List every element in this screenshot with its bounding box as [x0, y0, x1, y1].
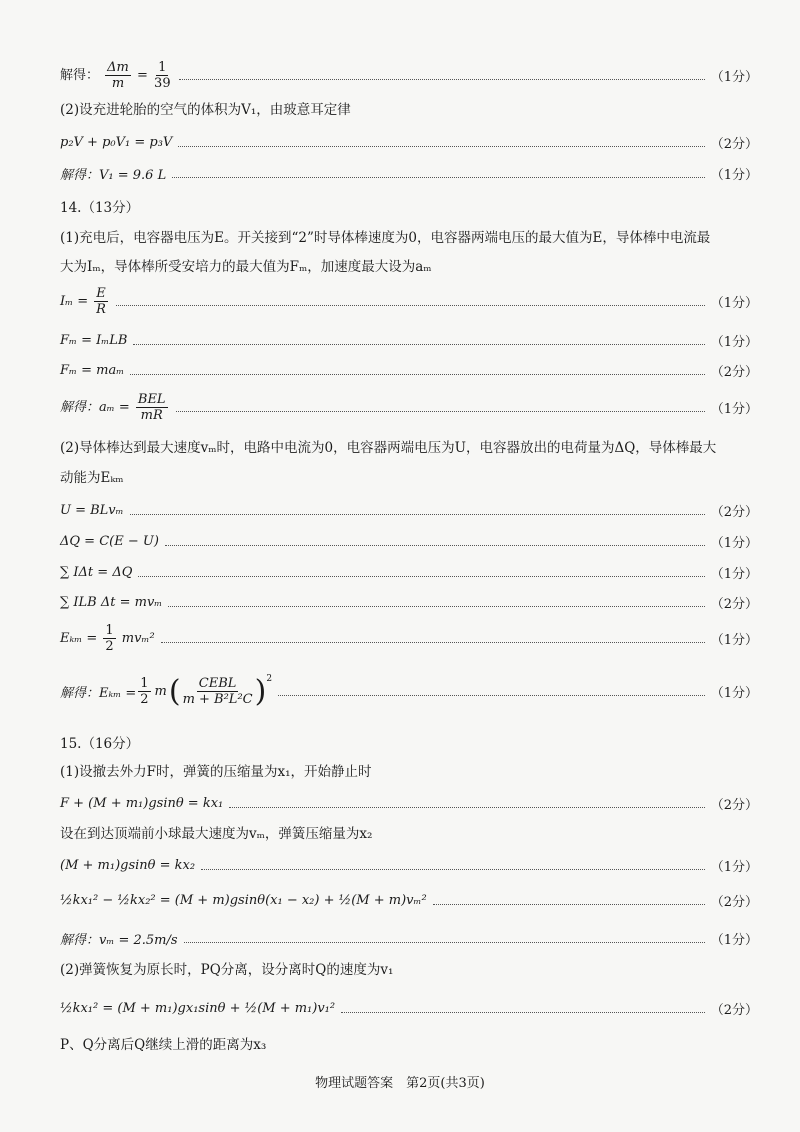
- score: （2分）: [710, 596, 758, 612]
- answer-line: 解得：aₘ = $\frac{\text{BEL}}{mR}$ （1分）: [60, 391, 758, 423]
- close-paren: ): [254, 673, 267, 709]
- score: （1分）: [710, 535, 758, 551]
- leader-dots: [161, 642, 705, 643]
- text-line: (1)充电后，电容器电压为E。开关接到“2”时导体棒速度为0，电容器两端电压的最大值为E，导体棒中电流最: [60, 230, 711, 246]
- leader-dots: [172, 177, 705, 178]
- equation-line: Fₘ = IₘLB （1分）: [60, 332, 758, 350]
- equation-line: (M + m₁)gsinθ = kx₂ （1分）: [60, 857, 758, 875]
- equation-line: Iₘ = $\frac{E}{R}$ （1分）: [60, 285, 758, 317]
- fraction: $\frac{\text{CEBL}}{\text{m + B²L²C}}$: [182, 675, 253, 707]
- answer-line: 解得：vₘ = 2.5m/s （1分）: [60, 928, 758, 948]
- page-footer: 物理试题答案 第2页(共3页): [315, 1076, 485, 1091]
- fraction: $\frac{E}{R}$: [96, 285, 106, 317]
- score: （2分）: [710, 1002, 758, 1018]
- fraction: $\frac{\text{BEL}}{mR}$: [137, 391, 166, 423]
- leader-dots: [116, 305, 705, 306]
- text-line: P、Q分离后Q继续上滑的距离为x₃: [60, 1037, 267, 1053]
- text-line: (1)设撤去外力F时，弹簧的压缩量为x₁，开始静止时: [60, 764, 372, 780]
- leader-dots: [179, 79, 705, 80]
- score: （1分）: [710, 295, 758, 311]
- score: （1分）: [710, 685, 758, 701]
- answer-line: 解得：V₁ = 9.6 L （1分）: [60, 163, 758, 183]
- score: （1分）: [710, 401, 758, 417]
- leader-dots: [278, 695, 705, 696]
- leader-dots: [133, 344, 704, 345]
- score: （2分）: [710, 364, 758, 380]
- score: （1分）: [710, 632, 758, 648]
- leader-dots: [165, 545, 705, 546]
- score: （1分）: [710, 334, 758, 350]
- equation-line: ∑ ILB Δt = mvₘ （2分）: [60, 594, 758, 612]
- question-heading: 15.（16分）: [60, 736, 140, 752]
- leader-dots: [130, 374, 705, 375]
- equation-line: ΔQ = C(E − U) （1分）: [60, 533, 758, 551]
- score: （2分）: [710, 136, 758, 152]
- question-heading: 14.（13分）: [60, 200, 140, 216]
- score: （1分）: [710, 69, 758, 85]
- equation-line: ½kx₁² = (M + m₁)gx₁sinθ + ½(M + m₁)v₁² （2分）: [60, 1000, 758, 1018]
- fraction: $\frac{1}{2}$: [140, 675, 149, 707]
- leader-dots: [168, 606, 704, 607]
- score: （1分）: [710, 566, 758, 582]
- leader-dots: [138, 576, 704, 577]
- equation-line: ½kx₁² − ½kx₂² = (M + m)gsinθ(x₁ − x₂) + ½(M + m)vₘ² （2分）: [60, 892, 758, 910]
- score: （2分）: [710, 797, 758, 813]
- answer-line: 解得：Eₖₘ = $\frac{1}{2}$ m ( $\frac{\text{CEBL}}{\text{m + B²L²C}}$ ) $^2$ （1分）: [60, 673, 758, 709]
- score: （1分）: [710, 932, 758, 948]
- leader-dots: [130, 514, 705, 515]
- leader-dots: [176, 411, 705, 412]
- equation-line: F + (M + m₁)gsinθ = kx₁ （2分）: [60, 795, 758, 813]
- text-line: (2)导体棒达到最大速度vₘ时，电路中电流为0，电容器两端电压为U，电容器放出的电荷量为ΔQ，导体棒最大: [60, 440, 717, 456]
- open-paren: (: [168, 673, 181, 709]
- leader-dots: [178, 146, 704, 147]
- leader-dots: [229, 807, 704, 808]
- score: （2分）: [710, 894, 758, 910]
- equation-line: p₂V + p₀V₁ = p₃V （2分）: [60, 134, 758, 152]
- score: （2分）: [710, 504, 758, 520]
- leader-dots: [201, 869, 705, 870]
- fraction: $\frac{1}{2}$: [105, 622, 114, 654]
- text-line: 大为Iₘ，导体棒所受安培力的最大值为Fₘ，加速度最大设为aₘ: [60, 259, 432, 275]
- text-line: (2)设充进轮胎的空气的体积为V₁，由玻意耳定律: [60, 102, 351, 118]
- answer-prefix: 解得：: [60, 67, 100, 83]
- equation-line: ∑ IΔt = ΔQ （1分）: [60, 564, 758, 582]
- fraction: $\frac{\Delta m}{m}$: [107, 59, 129, 91]
- equation-line: Fₘ = maₘ （2分）: [60, 362, 758, 380]
- leader-dots: [341, 1012, 705, 1013]
- text-line: 设在到达顶端前小球最大速度为vₘ，弹簧压缩量为x₂: [60, 826, 373, 842]
- fraction: $\frac{1}{39}$: [154, 59, 171, 91]
- equation-line: Eₖₘ = $\frac{1}{2}$ mvₘ² （1分）: [60, 622, 758, 654]
- text-line: (2)弹簧恢复为原长时，PQ分离，设分离时Q的速度为v₁: [60, 962, 394, 978]
- leader-dots: [184, 942, 705, 943]
- score: （1分）: [710, 167, 758, 183]
- equation-line: U = BLvₘ （2分）: [60, 502, 758, 520]
- text-line: 动能为Eₖₘ: [60, 470, 124, 486]
- score: （1分）: [710, 859, 758, 875]
- leader-dots: [433, 904, 705, 905]
- answer-line: 解得： $\frac{\Delta m}{m}$ = $\frac{1}{39}$ （1分）: [60, 59, 758, 91]
